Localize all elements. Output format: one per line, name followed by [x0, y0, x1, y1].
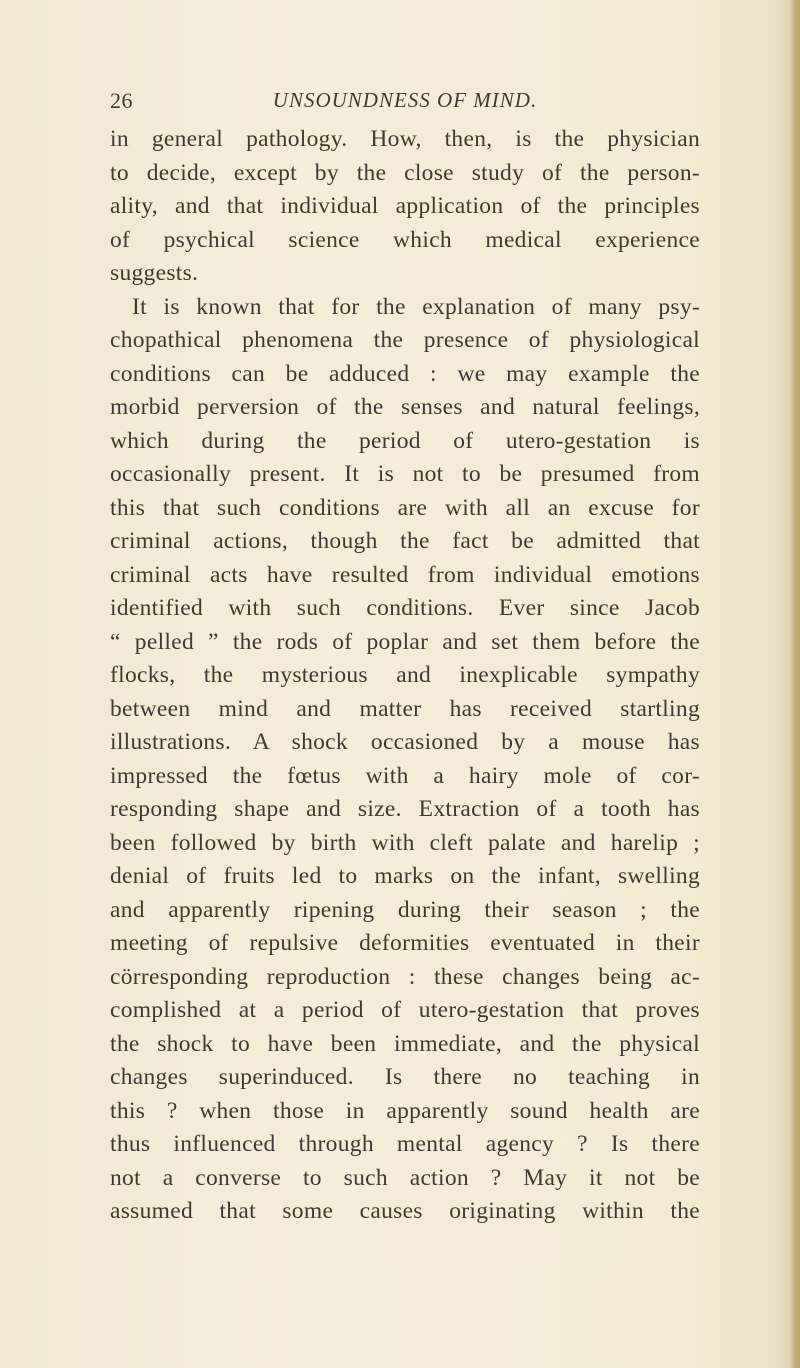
page-number: 26 — [110, 88, 133, 113]
text-line: “ pelled ” the rods of poplar and set them before the — [110, 628, 700, 655]
text-line: complished at a period of utero-gestation that proves — [110, 997, 700, 1023]
text-line: illustrations. A shock occasioned by a mouse has — [110, 729, 700, 755]
text-line: occasionally present. It is not to be presumed from — [110, 461, 700, 487]
text-line: of psychical science which medical experience — [110, 226, 700, 253]
text-line: thus influenced through mental agency ? Is there — [110, 1131, 700, 1157]
text-line: chopathical phenomena the presence of physiological — [110, 327, 700, 353]
text-line: flocks, the mysterious and inexplicable sympathy — [110, 662, 700, 688]
text-line: criminal acts have resulted from individual emotions — [110, 561, 700, 588]
text-line: in general pathology. How, then, is the physician — [110, 126, 700, 152]
text-line: cörresponding reproduction : these changes being ac- — [110, 963, 700, 990]
text-line: ality, and that individual application of the principles — [110, 193, 700, 219]
running-title: UNSOUNDNESS OF MIND. — [272, 88, 538, 112]
text-line: criminal actions, though the fact be admitted that — [110, 528, 700, 554]
text-line: which during the period of utero-gestation is — [110, 427, 700, 454]
text-line: the shock to have been immediate, and the physical — [110, 1030, 700, 1057]
body-text — [110, 123, 700, 1229]
text-line: morbid perversion of the senses and natural feelings, — [110, 394, 700, 420]
text-line: meeting of repulsive deformities eventuated in their — [110, 930, 700, 956]
text-line: not a converse to such action ? May it not be — [110, 1164, 700, 1191]
text-line: responding shape and size. Extraction of a tooth has — [110, 796, 700, 822]
text-line: It is known that for the explanation of many psy- — [132, 293, 700, 320]
text-line: conditions can be adduced : we may example the — [110, 360, 700, 387]
page-edge-shadow — [790, 0, 800, 1368]
text-line: impressed the fœtus with a hairy mole of cor- — [110, 762, 700, 789]
page-header — [110, 88, 700, 118]
text-line: to decide, except by the close study of the person- — [110, 159, 700, 186]
text-line: assumed that some causes originating within the — [110, 1198, 700, 1224]
text-line: suggests. — [110, 260, 199, 286]
text-line: this ? when those in apparently sound health are — [110, 1097, 700, 1124]
text-line: denial of fruits led to marks on the infant, swelling — [110, 863, 700, 889]
text-line: changes superinduced. Is there no teaching in — [110, 1064, 700, 1090]
text-line: been followed by birth with cleft palate and harelip ; — [110, 829, 700, 856]
text-line: this that such conditions are with all an excuse for — [110, 494, 700, 521]
text-line: and apparently ripening during their season ; the — [110, 896, 700, 923]
text-line: identified with such conditions. Ever since Jacob — [110, 595, 700, 621]
text-line: between mind and matter has received startling — [110, 695, 700, 722]
